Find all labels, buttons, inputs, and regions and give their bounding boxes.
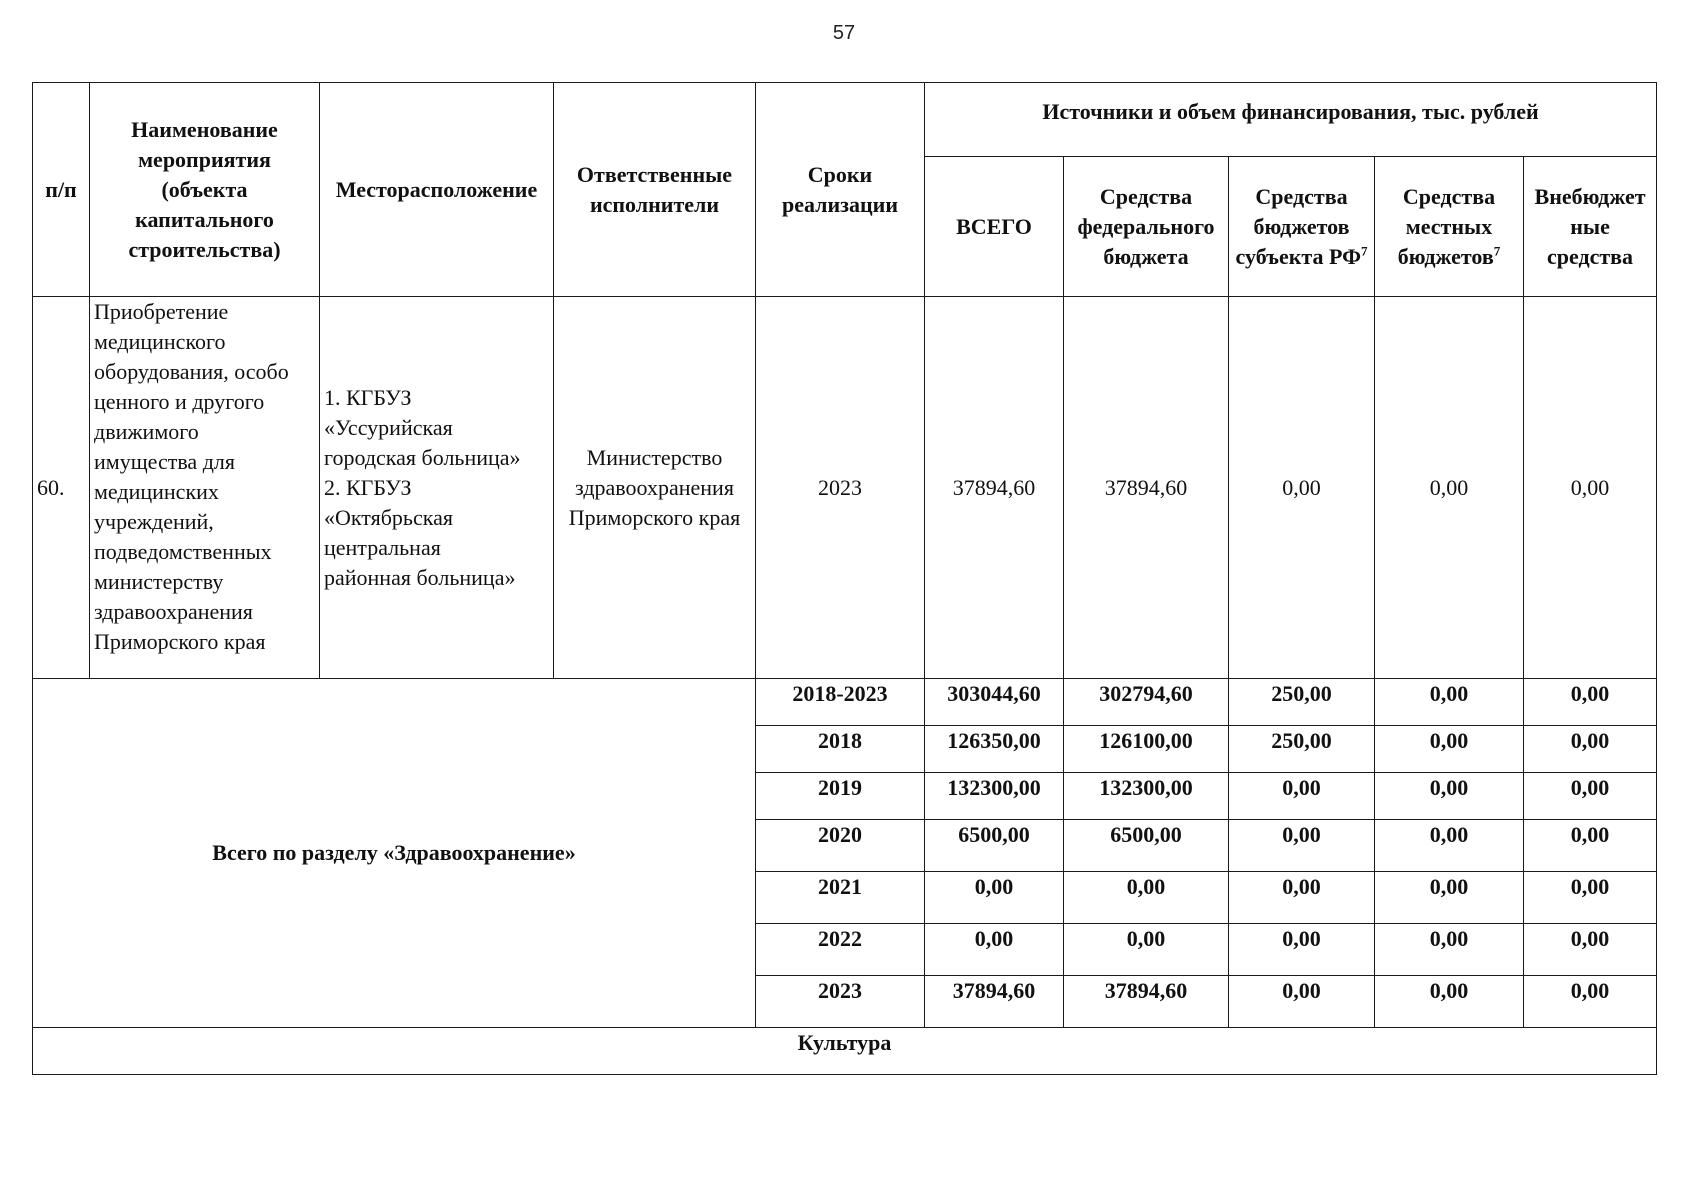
summary-period: 2021: [756, 872, 925, 924]
header-name: Наименование мероприятия (объекта капитального строительства): [90, 83, 320, 297]
row60-year: 2023: [756, 297, 925, 679]
summary-federal: 126100,00: [1064, 726, 1229, 773]
summary-local: 0,00: [1375, 924, 1524, 976]
row60-num: 60.: [33, 297, 90, 679]
header-row-1: [33, 83, 1657, 157]
row60-name: [90, 297, 320, 679]
summary-period: 2019: [756, 773, 925, 820]
row60-total: 37894,60: [925, 297, 1064, 679]
header-executors: Ответственные исполнители: [554, 83, 756, 297]
page-number: 57: [832, 22, 856, 44]
header-extra: Внебюджет ные средства: [1524, 157, 1657, 297]
row60-location-line: 1. КГБУЗ: [324, 384, 412, 410]
summary-subject: 0,00: [1229, 924, 1375, 976]
financing-table: [32, 82, 1657, 1075]
summary-federal: 132300,00: [1064, 773, 1229, 820]
summary-period: 2018: [756, 726, 925, 773]
header-subject: [1229, 157, 1375, 297]
section-row: [33, 1028, 1657, 1075]
header-location: Месторасположение: [320, 83, 554, 297]
summary-subject: 0,00: [1229, 976, 1375, 1028]
header-sources-title: Источники и объем финансирования, тыс. рублей: [925, 83, 1657, 157]
header-local: [1375, 157, 1524, 297]
header-local-footnote: 7: [1493, 243, 1501, 259]
summary-row: [33, 679, 1657, 726]
row60-local: 0,00: [1375, 297, 1524, 679]
row60-location-line: «Уссурийская: [324, 414, 453, 440]
summary-subject: 250,00: [1229, 679, 1375, 726]
row60-name-line: движимого: [94, 419, 199, 444]
row60-name-line: здравоохранения: [94, 599, 253, 624]
row60-name-line: подведомственных: [94, 539, 272, 564]
summary-period: 2023: [756, 976, 925, 1028]
summary-subject: 0,00: [1229, 773, 1375, 820]
summary-local: 0,00: [1375, 726, 1524, 773]
summary-label: Всего по разделу «Здравоохранение»: [33, 679, 756, 1028]
summary-federal: 0,00: [1064, 924, 1229, 976]
row60-name-line: Приморского края: [94, 629, 266, 654]
summary-period: 2018-2023: [756, 679, 925, 726]
row60-executor-line: Приморского края: [568, 504, 741, 530]
header-local-text: Средства местных бюджетов: [1397, 183, 1496, 269]
summary-total: 0,00: [925, 872, 1064, 924]
summary-local: 0,00: [1375, 872, 1524, 924]
header-federal: Средства федерального бюджета: [1064, 157, 1229, 297]
row60-name-line: ценного и другого: [94, 389, 265, 414]
header-terms: Сроки реализации: [756, 83, 925, 297]
summary-total: 37894,60: [925, 976, 1064, 1028]
summary-period: 2020: [756, 820, 925, 872]
section-title: Культура: [33, 1028, 1657, 1075]
row60-location-line: «Октябрьская: [324, 504, 453, 530]
row60-name-line: медицинского: [94, 329, 226, 354]
summary-total: 0,00: [925, 924, 1064, 976]
summary-extra: 0,00: [1524, 679, 1657, 726]
summary-extra: 0,00: [1524, 773, 1657, 820]
summary-subject: 0,00: [1229, 872, 1375, 924]
summary-subject: 250,00: [1229, 726, 1375, 773]
row60-name-line: имущества для: [94, 449, 235, 474]
row60-subject: 0,00: [1229, 297, 1375, 679]
summary-local: 0,00: [1375, 679, 1524, 726]
row60-name-line: оборудования, особо: [94, 359, 289, 384]
summary-federal: 302794,60: [1064, 679, 1229, 726]
header-subject-text: Средства бюджетов субъекта РФ: [1235, 183, 1361, 269]
row60-name-line: министерству: [94, 569, 224, 594]
summary-federal: 6500,00: [1064, 820, 1229, 872]
summary-federal: 0,00: [1064, 872, 1229, 924]
summary-subject: 0,00: [1229, 820, 1375, 872]
row60-executor-line: Министерство: [586, 444, 723, 470]
row60-location: [320, 297, 554, 679]
row60-extra: 0,00: [1524, 297, 1657, 679]
row60-executor-line: здравоохранения: [575, 474, 734, 500]
summary-total: 132300,00: [925, 773, 1064, 820]
row60-location-line: центральная: [324, 534, 441, 560]
summary-extra: 0,00: [1524, 872, 1657, 924]
header-total: ВСЕГО: [925, 157, 1064, 297]
summary-extra: 0,00: [1524, 820, 1657, 872]
summary-extra: 0,00: [1524, 726, 1657, 773]
summary-total: 6500,00: [925, 820, 1064, 872]
summary-extra: 0,00: [1524, 976, 1657, 1028]
summary-local: 0,00: [1375, 976, 1524, 1028]
summary-federal: 37894,60: [1064, 976, 1229, 1028]
row60-name-line: медицинских: [94, 479, 219, 504]
summary-local: 0,00: [1375, 773, 1524, 820]
row60-name-line: учреждений,: [94, 509, 214, 534]
table-row-60: [33, 297, 1657, 679]
row60-location-line: районная больница»: [324, 564, 516, 590]
row60-location-line: городская больница»: [324, 444, 521, 470]
summary-period: 2022: [756, 924, 925, 976]
row60-federal: 37894,60: [1064, 297, 1229, 679]
row60-executors: [554, 297, 756, 679]
header-subject-footnote: 7: [1360, 243, 1368, 259]
summary-local: 0,00: [1375, 820, 1524, 872]
row60-name-line: Приобретение: [94, 299, 229, 324]
summary-total: 126350,00: [925, 726, 1064, 773]
row60-location-line: 2. КГБУЗ: [324, 474, 412, 500]
summary-extra: 0,00: [1524, 924, 1657, 976]
header-num: п/п: [33, 83, 90, 297]
summary-total: 303044,60: [925, 679, 1064, 726]
